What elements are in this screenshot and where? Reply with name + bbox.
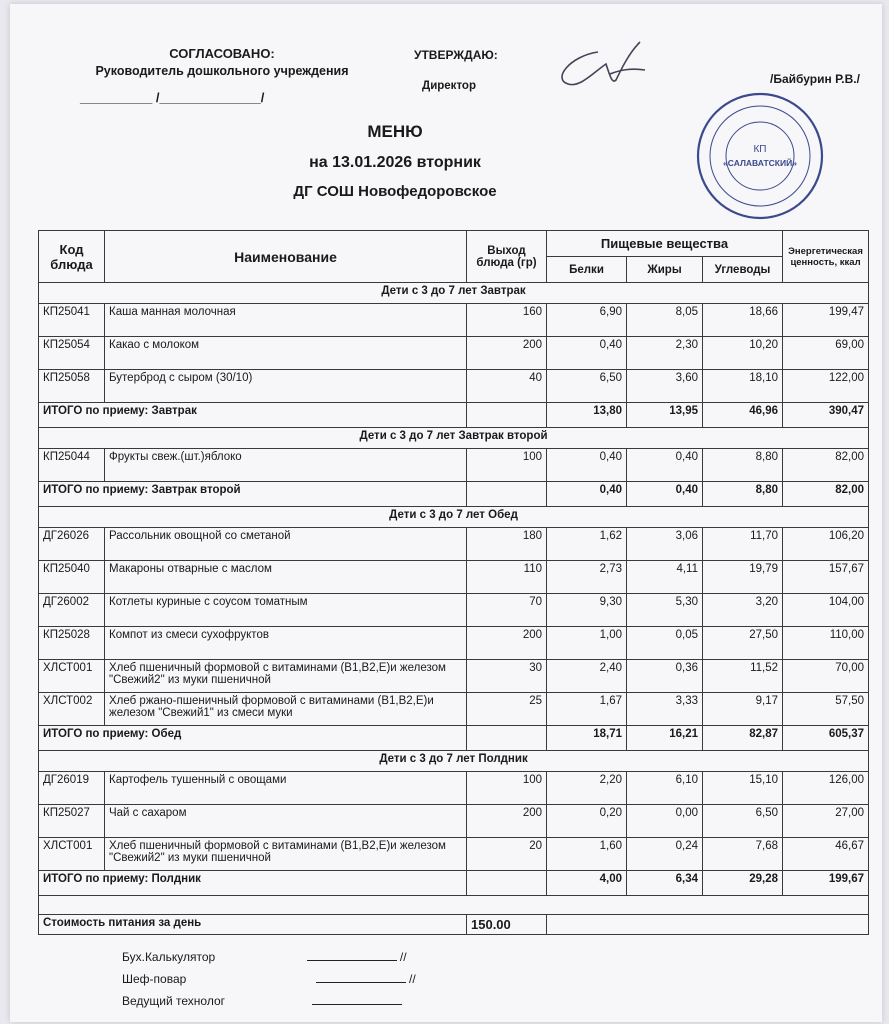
dish-protein: 1,00 — [547, 627, 627, 660]
table-row — [39, 594, 869, 627]
total-carbs: 82,87 — [703, 726, 783, 751]
section-row — [39, 751, 869, 772]
dish-name: Бутерброд с сыром (30/10) — [105, 370, 467, 403]
dish-protein: 2,20 — [547, 772, 627, 805]
menu-title: МЕНЮ — [367, 122, 423, 141]
dish-fat: 3,60 — [627, 370, 703, 403]
header-name: Наименование — [105, 231, 467, 283]
total-label: ИТОГО по приему: Полдник — [39, 871, 467, 896]
footer-chef — [122, 972, 416, 986]
header-protein: Белки — [547, 257, 627, 283]
dish-fat: 5,30 — [627, 594, 703, 627]
dish-protein: 9,30 — [547, 594, 627, 627]
dish-yield: 200 — [467, 337, 547, 370]
dish-carbs: 27,50 — [703, 627, 783, 660]
dish-energy: 199,47 — [783, 304, 869, 337]
dish-energy: 157,67 — [783, 561, 869, 594]
dish-carbs: 11,52 — [703, 660, 783, 693]
dish-energy: 57,50 — [783, 693, 869, 726]
head-role: Руководитель дошкольного учреждения — [95, 64, 349, 78]
dish-name: Какао с молоком — [105, 337, 467, 370]
dish-fat: 0,05 — [627, 627, 703, 660]
total-carbs: 29,28 — [703, 871, 783, 896]
dish-energy: 27,00 — [783, 805, 869, 838]
dish-protein: 2,73 — [547, 561, 627, 594]
dish-yield: 30 — [467, 660, 547, 693]
dish-name: Компот из смеси сухофруктов — [105, 627, 467, 660]
svg-text:КП: КП — [753, 144, 767, 155]
dish-fat: 6,10 — [627, 772, 703, 805]
table-row — [39, 337, 869, 370]
dish-name: Фрукты свеж.(шт.)яблоко — [105, 449, 467, 482]
dish-yield: 20 — [467, 838, 547, 871]
dish-carbs: 18,10 — [703, 370, 783, 403]
total-carbs: 8,80 — [703, 482, 783, 507]
dish-name: Хлеб пшеничный формовой с витаминами (В1,В2,Е)и железом "Свежий2" из муки пшеничной — [105, 660, 467, 693]
dish-yield: 100 — [467, 449, 547, 482]
dish-carbs: 18,66 — [703, 304, 783, 337]
dish-energy: 82,00 — [783, 449, 869, 482]
dish-fat: 3,06 — [627, 528, 703, 561]
total-label: ИТОГО по приему: Завтрак — [39, 403, 467, 428]
accountant-label: Бух.Калькулятор — [122, 950, 216, 964]
header-carbs: Углеводы — [703, 257, 783, 283]
table-row — [39, 772, 869, 805]
total-energy: 82,00 — [783, 482, 869, 507]
technologist-label: Ведущий технолог — [122, 994, 226, 1008]
svg-text:«САЛАВАТСКИЙ»: «САЛАВАТСКИЙ» — [723, 158, 797, 168]
dish-code: КП25041 — [39, 304, 105, 337]
dish-carbs: 15,10 — [703, 772, 783, 805]
dish-name: Макароны отварные с маслом — [105, 561, 467, 594]
dish-carbs: 11,70 — [703, 528, 783, 561]
total-row — [39, 403, 869, 428]
dish-name: Рассольник овощной со сметаной — [105, 528, 467, 561]
total-carbs: 46,96 — [703, 403, 783, 428]
dish-yield: 40 — [467, 370, 547, 403]
total-energy: 199,67 — [783, 871, 869, 896]
dish-yield: 25 — [467, 693, 547, 726]
dish-name: Чай с сахаром — [105, 805, 467, 838]
dish-protein: 6,90 — [547, 304, 627, 337]
total-energy: 605,37 — [783, 726, 869, 751]
section-title: Дети с 3 до 7 лет Завтрак второй — [39, 428, 869, 449]
accountant-slash: // — [399, 950, 407, 964]
dish-fat: 4,11 — [627, 561, 703, 594]
dish-energy: 104,00 — [783, 594, 869, 627]
dish-carbs: 10,20 — [703, 337, 783, 370]
section-row — [39, 283, 869, 304]
dish-name: Картофель тушенный с овощами — [105, 772, 467, 805]
signer-name: /Байбурин Р.В./ — [770, 72, 860, 86]
dish-yield: 110 — [467, 561, 547, 594]
cost-value: 150.00 — [467, 915, 547, 935]
total-label: ИТОГО по приему: Обед — [39, 726, 467, 751]
header-code: Код блюда — [39, 231, 105, 283]
dish-code: КП25058 — [39, 370, 105, 403]
total-fat: 13,95 — [627, 403, 703, 428]
dish-energy: 46,67 — [783, 838, 869, 871]
header-fat: Жиры — [627, 257, 703, 283]
chef-label: Шеф-повар — [122, 972, 187, 986]
dish-fat: 2,30 — [627, 337, 703, 370]
table-row — [39, 838, 869, 871]
cost-label: Стоимость питания за день — [39, 915, 467, 935]
dish-carbs: 8,80 — [703, 449, 783, 482]
dish-protein: 0,40 — [547, 449, 627, 482]
dish-fat: 3,33 — [627, 693, 703, 726]
dish-code: КП25054 — [39, 337, 105, 370]
chef-slash: // — [409, 972, 416, 986]
section-title: Дети с 3 до 7 лет Завтрак — [39, 283, 869, 304]
total-row — [39, 726, 869, 751]
total-yield-empty — [467, 726, 547, 751]
dish-fat: 8,05 — [627, 304, 703, 337]
table-row — [39, 660, 869, 693]
table-row — [39, 805, 869, 838]
section-title: Дети с 3 до 7 лет Обед — [39, 507, 869, 528]
dish-code: ДГ26019 — [39, 772, 105, 805]
dish-name: Хлеб пшеничный формовой с витаминами (В1,В2,Е)и железом "Свежий2" из муки пшеничной — [105, 838, 467, 871]
director-label: Директор — [422, 80, 476, 92]
total-protein: 4,00 — [547, 871, 627, 896]
section-row — [39, 428, 869, 449]
dish-carbs: 19,79 — [703, 561, 783, 594]
menu-table — [38, 230, 869, 935]
dish-carbs: 7,68 — [703, 838, 783, 871]
footer-accountant — [122, 950, 407, 964]
agreed-heading: СОГЛАСОВАНО: — [169, 46, 275, 61]
total-protein: 13,80 — [547, 403, 627, 428]
section-title: Дети с 3 до 7 лет Полдник — [39, 751, 869, 772]
dish-name: Хлеб ржано-пшеничный формовой с витаминами (В1,В2,Е)и железом "Свежий1" из смеси муки — [105, 693, 467, 726]
dish-code: ХЛСТ002 — [39, 693, 105, 726]
dish-fat: 0,00 — [627, 805, 703, 838]
total-row — [39, 482, 869, 507]
menu-organization: ДГ СОШ Новофедоровское — [293, 183, 497, 200]
dish-fat: 0,40 — [627, 449, 703, 482]
dish-code: ДГ26002 — [39, 594, 105, 627]
dish-carbs: 6,50 — [703, 805, 783, 838]
spacer-cell — [39, 896, 869, 915]
dish-code: ДГ26026 — [39, 528, 105, 561]
dish-protein: 6,50 — [547, 370, 627, 403]
dish-name: Каша манная молочная — [105, 304, 467, 337]
total-protein: 18,71 — [547, 726, 627, 751]
table-row — [39, 627, 869, 660]
dish-protein: 1,62 — [547, 528, 627, 561]
dish-code: КП25044 — [39, 449, 105, 482]
footer-technologist — [122, 994, 402, 1008]
dish-energy: 69,00 — [783, 337, 869, 370]
menu-date: на 13.01.2026 вторник — [309, 154, 481, 171]
dish-yield: 100 — [467, 772, 547, 805]
dish-protein: 0,40 — [547, 337, 627, 370]
total-fat: 16,21 — [627, 726, 703, 751]
dish-yield: 180 — [467, 528, 547, 561]
table-row — [39, 528, 869, 561]
table-row — [39, 304, 869, 337]
head-signature-line: __________ /______________/ — [80, 90, 265, 105]
dish-carbs: 3,20 — [703, 594, 783, 627]
dish-fat: 0,36 — [627, 660, 703, 693]
dish-energy: 70,00 — [783, 660, 869, 693]
dish-yield: 200 — [467, 627, 547, 660]
total-fat: 6,34 — [627, 871, 703, 896]
total-yield-empty — [467, 482, 547, 507]
dish-energy: 122,00 — [783, 370, 869, 403]
spacer-row — [39, 896, 869, 915]
header-yield: Выход блюда (гр) — [467, 231, 547, 283]
total-protein: 0,40 — [547, 482, 627, 507]
dish-protein: 1,60 — [547, 838, 627, 871]
dish-fat: 0,24 — [627, 838, 703, 871]
table-row — [39, 561, 869, 594]
total-row — [39, 871, 869, 896]
cost-empty — [547, 915, 869, 935]
menu-table-body — [39, 283, 869, 935]
total-fat: 0,40 — [627, 482, 703, 507]
table-row — [39, 693, 869, 726]
header-nutrients: Пищевые вещества — [547, 231, 783, 257]
dish-code: КП25040 — [39, 561, 105, 594]
dish-energy: 106,20 — [783, 528, 869, 561]
header-energy: Энергетическая ценность, ккал — [783, 231, 869, 283]
total-yield-empty — [467, 403, 547, 428]
dish-protein: 2,40 — [547, 660, 627, 693]
menu-document — [10, 4, 882, 1022]
approve-heading: УТВЕРЖДАЮ: — [414, 48, 498, 62]
total-yield-empty — [467, 871, 547, 896]
total-label: ИТОГО по приему: Завтрак второй — [39, 482, 467, 507]
table-row — [39, 449, 869, 482]
dish-code: ХЛСТ001 — [39, 660, 105, 693]
dish-code: КП25028 — [39, 627, 105, 660]
dish-energy: 110,00 — [783, 627, 869, 660]
dish-yield: 200 — [467, 805, 547, 838]
section-row — [39, 507, 869, 528]
dish-energy: 126,00 — [783, 772, 869, 805]
dish-code: ХЛСТ001 — [39, 838, 105, 871]
dish-yield: 70 — [467, 594, 547, 627]
handwritten-signature — [550, 34, 660, 94]
agreed-block — [72, 46, 372, 105]
total-energy: 390,47 — [783, 403, 869, 428]
dish-carbs: 9,17 — [703, 693, 783, 726]
dish-code: КП25027 — [39, 805, 105, 838]
cost-row — [39, 915, 869, 935]
dish-name: Котлеты куриные с соусом томатным — [105, 594, 467, 627]
dish-protein: 0,20 — [547, 805, 627, 838]
table-row — [39, 370, 869, 403]
dish-yield: 160 — [467, 304, 547, 337]
dish-protein: 1,67 — [547, 693, 627, 726]
